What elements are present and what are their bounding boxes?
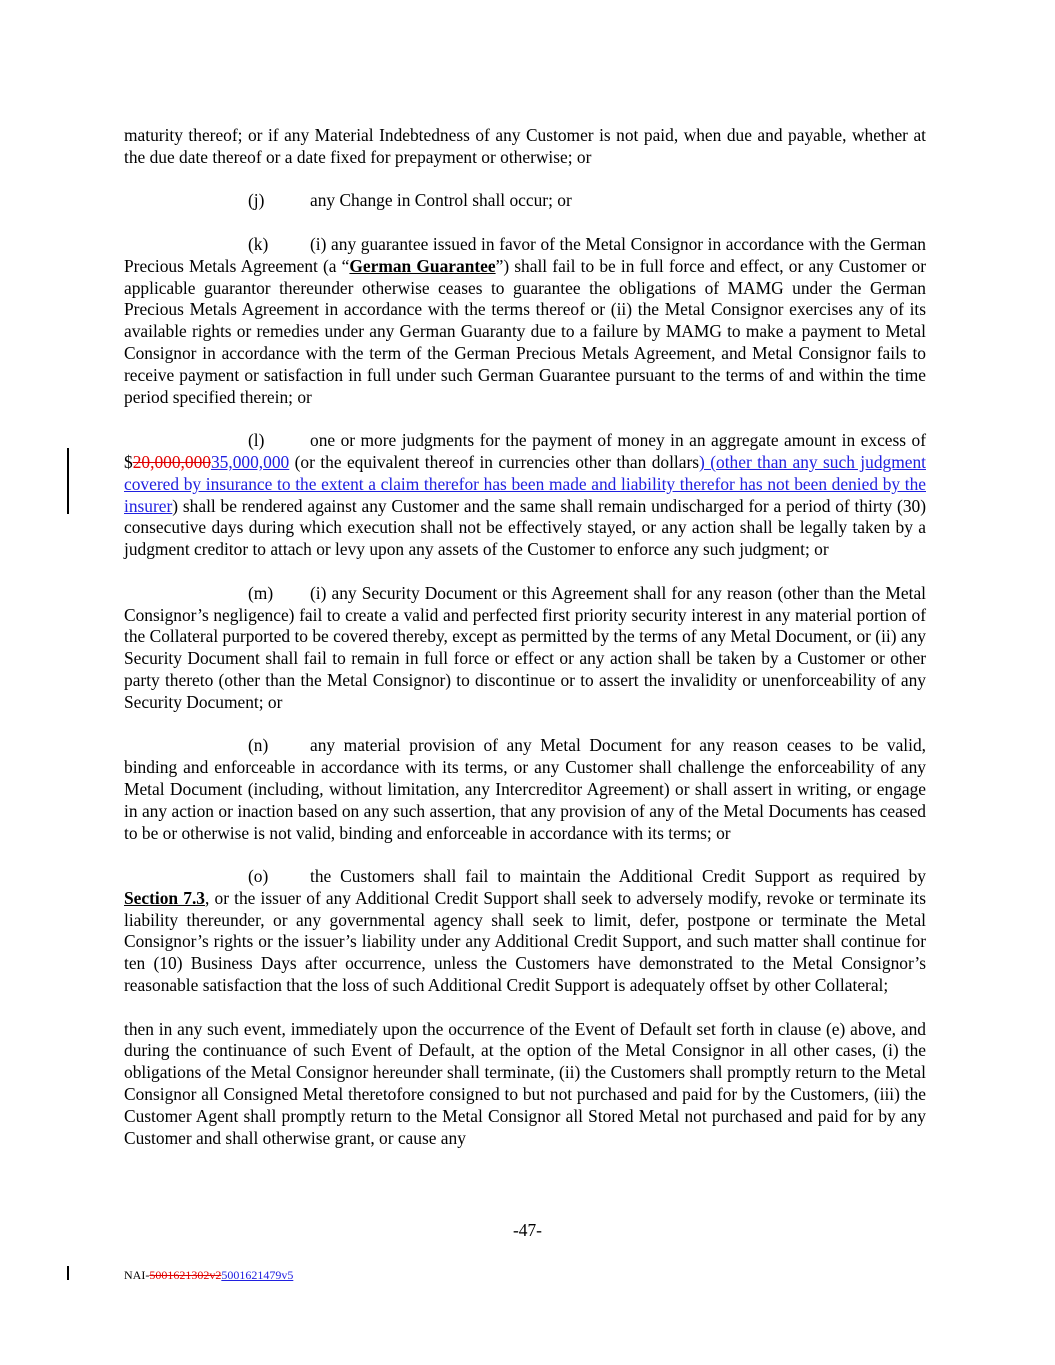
- clause-label: (k): [248, 233, 269, 254]
- clause-text: one or more judgments for the payment of money in an aggregate amount in excess of $: [124, 430, 926, 472]
- final-paragraph: then in any such event, immediately upon the occurrence of the Event of Default set forth in clause (e) above, and during the continuance of such Event of Default, at the option of the Metal Consignor in all other cases, (i) the obligations of the Metal Consignor hereunder shall terminate, (ii) the Customers shall promptly return to the Metal Consignor all Consigned Metal theretofore consigned to but not purchased and paid for by the Customers, (iii) the Customer Agent shall promptly return to the Metal Consignor all Stored Metal not purchased and paid for by any Customer and shall otherwise grant, or cause any: [124, 1018, 926, 1148]
- clause-label: (l): [248, 430, 265, 451]
- clause-text: the Customers shall fail to maintain the Additional Credit Support as required by: [310, 866, 926, 887]
- inserted-text: 35,000,000: [210, 451, 290, 472]
- clause-text: ) shall be rendered against any Customer and the same shall remain undischarged for a period of thirty (30) consecutive days during which execution shall not be effectively stayed, or any action shall be legally taken by a judgment creditor to attach or levy upon any assets of the Customer to enforce any such judgment; or: [124, 495, 926, 560]
- footer-prefix: NAI-: [124, 1268, 150, 1282]
- clause-label: (m): [248, 582, 274, 603]
- clause-text: ”) shall fail to be in full force and effect, or any Customer or applicable guarantor thereunder otherwise ceases to guarantee the obligations of MAMG under the German Precious Metals Agreement in accordance with the terms thereof or (ii) the Metal Consignor exercises any of its available rights or remedies under any German Guaranty due to a failure by MAMG to make a payment to Metal Consignor in accordance with the term of the German Precious Metals Agreement, and Metal Consignor fails to receive payment or satisfaction in full under such German Guarantee pursuant to the terms of and within the time period specified therein; or: [124, 255, 927, 407]
- deleted-doc-id: 5001621302v2: [149, 1268, 222, 1282]
- clause-n: [124, 735, 926, 844]
- clause-m: [124, 583, 926, 714]
- clause-label: (j): [248, 190, 265, 211]
- clause-text: (i) any Security Document or this Agreement shall for any reason (other than the Metal Consignor’s negligence) fail to create a valid and perfected first priority security interest in any material portion of the Collateral purported to be covered thereby, except as permitted by the terms of any Metal Document, or (ii) any Security Document shall fail to remain in full force or effect or any action shall be taken by a Customer or other party thereto (other than the Metal Consignor) to discontinue or to assert the invalidity or unenforceability of any Security Document; or: [124, 582, 926, 712]
- clause-o: [124, 866, 926, 997]
- clause-text: any material provision of any Metal Document for any reason ceases to be valid, binding and enforceable in accordance with its terms, or any Customer shall challenge the enforceability of any Metal Document (including, without limitation, any Intercreditor Agreement) or shall assert in writing, or engage in any action or inaction based on any such assertion, that any provision of any of the Metal Documents has ceased to be or otherwise is not valid, binding and enforceable in accordance with its terms; or: [124, 735, 926, 843]
- section-reference: Section 7.3: [124, 887, 205, 908]
- clause-text: (i) any guarantee issued in favor of the Metal Consignor in accordance with the German Precious Metals Agreement (a “: [124, 233, 926, 276]
- document-body: [124, 125, 926, 1171]
- inserted-text: ) (other than any such judgment covered by insurance to the extent a claim therefor has been made and liability therefor has not been denied by the insurer: [124, 451, 926, 516]
- clause-text: any Change in Control shall occur; or: [310, 190, 572, 211]
- clause-text: , or the issuer of any Additional Credit Support shall seek to adversely modify, revoke or terminate its liability thereunder, or any governmental agency shall seek to limit, defer, postpone or terminate the Metal Consignor’s rights or the issuer’s liability under any Additional Credit Support, and such matter shall continue for ten (10) Business Days after occurrence, unless the Customers have demonstrated to the Metal Consignor’s reasonable satisfaction that the loss of such Additional Credit Support is adequately offset by other Collateral;: [124, 887, 927, 996]
- document-id-footer: [124, 1268, 293, 1283]
- change-bar: [67, 448, 69, 514]
- inserted-doc-id: 5001621479v5: [221, 1268, 294, 1282]
- clause-k: [124, 234, 926, 408]
- clause-label: (n): [248, 735, 269, 756]
- change-bar: [67, 1266, 69, 1280]
- page-number: -47-: [513, 1220, 542, 1240]
- clause-text: (or the equivalent thereof in currencies other than dollars: [289, 451, 700, 472]
- clause-j: [124, 190, 926, 212]
- paragraph-continuation: maturity thereof; or if any Material Indebtedness of any Customer is not paid, when due and payable, whether at the due date thereof or a date fixed for prepayment or otherwise; or: [124, 125, 926, 167]
- deleted-text: 20,000,000: [132, 451, 211, 472]
- clause-label: (o): [248, 866, 269, 887]
- defined-term: German Guarantee: [349, 255, 496, 276]
- clause-l: [124, 430, 926, 561]
